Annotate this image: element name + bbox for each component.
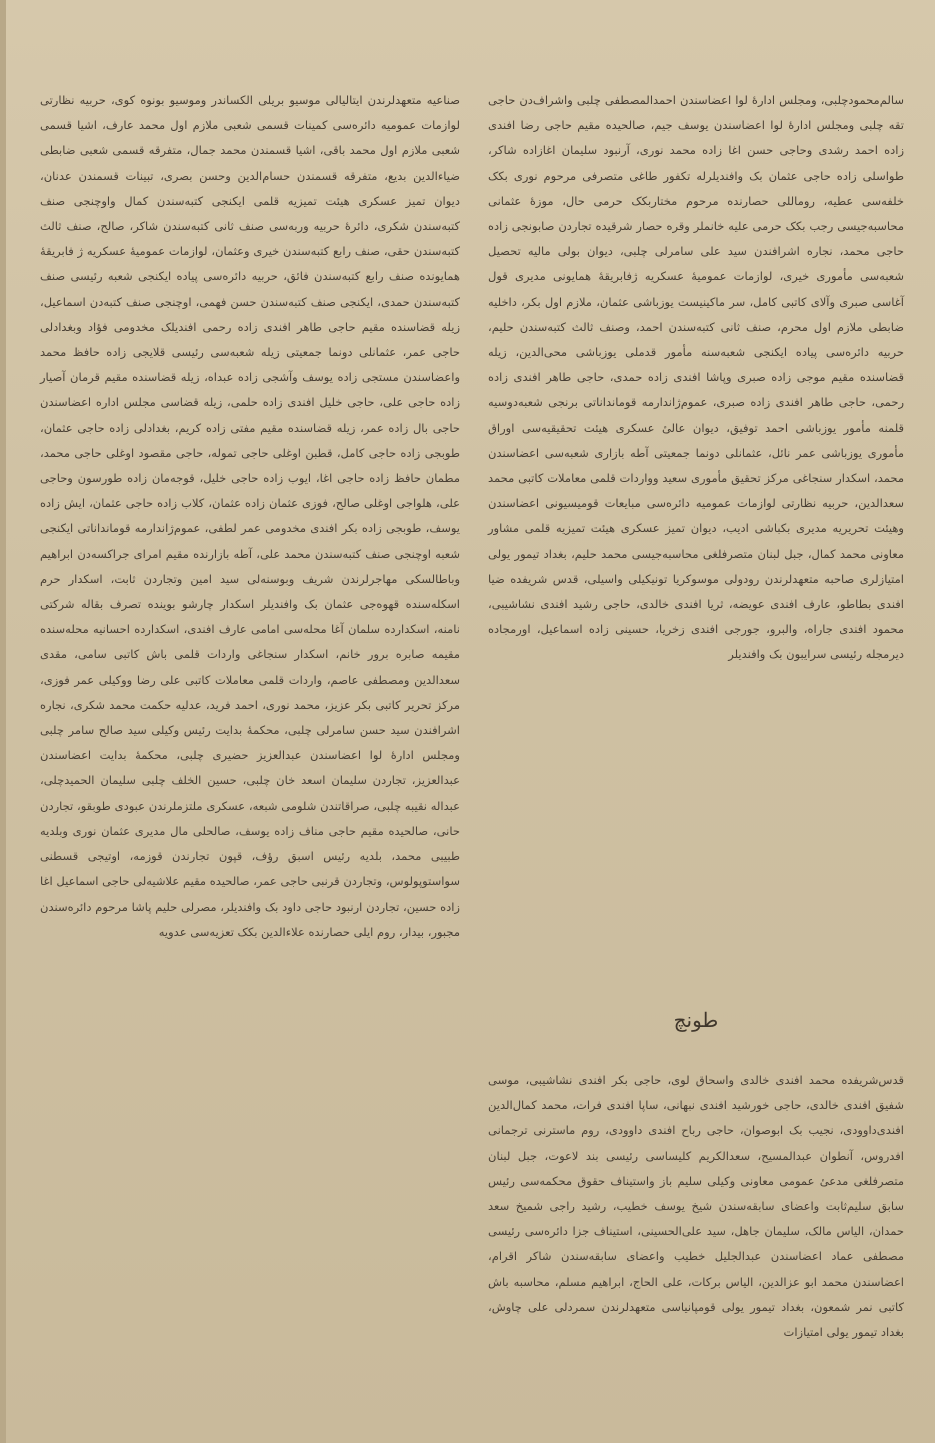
right-column-paragraph-2: قدس‌شریفده محمد افندی خالدی واسحاق لوی، حاجی بکر افندی نشاشیبی، موسی شفیق افندی خالدی، حاجی خورشید افندی نبهانی، ساپا افندی فرات، محمد کمال‌الدین افندی‌داوودی، نجیب بک ابوصوان، حاجی رباح افندی داوودی، روم ماسترنی ترجمانی افدروس، آنطوان عبدالمسیح، سعدالکریم کلیساسی رئیسی بند لاعوت، جبل لبنان متصرفلغی مدعیٔ عمومی معاونی وکیلی سلیم باز واستیناف حقوق محکمه‌سی رئیس سابق سلیم‌ثابت واعضای سابقه‌سندن شیخ یوسف خطیب، رشید راجی شمیخ سعد حمدان، الیاس مالک، سلیمان جاهل، سید علی‌الحسینی، استیناف جزا دائره‌سی رئیسی مصطفی عماد اعضاسندن عبدالجلیل خطیب واعضای سابقه‌سندن شاکر اقرام، اعضاسندن محمد ابو عزالدین، الیاس برکات، علی الحاج، ابراهیم مسلم، محاسبه باش کاتبی نمر شمعون، بغداد تیمور یولی قومپانیاسی متعهدلرندن سمردلی علی چاوش، بغداد تیمور یولی امتیازات	[488, 1073, 904, 1340]
left-column-paragraph-1: صناعیه متعهدلرندن ایتالیالی موسیو بریلی الکساندر وموسیو بونوه کوی، حربیه نظارتی لوازمات عمومیه دائره‌سی کمینات قسمی شعبی ملازم اول محمد عارف، اشیا قسمی شعبی ملازم اول محمد باقی، اشیا قسمندن محمد جمال، متفرقه قسمی شعبی ضابطی ضیاءالدین بدیع، متفرقه قسمندن حسام‌الدین وحسن بصری، تبینات قسمندن عدنان، دیوان تمیز عسکری هیئت تمیزیه قلمی ایکنجی کتبه‌سندن کمال واوچنجی صنف کتبه‌سندن شکری، دائرهٔ حربیه وربه‌سی صنف ثانی کتبه‌سندن شاکر، صالح، صنف ثالث کتبه‌سندن حقی، صنف رابع کتبه‌سندن خیری وعثمان، لوازمات عمومیهٔ عسکریه ژ فابریقهٔ همایونده صنف رابع کتبه‌سندن فائق، حربیه دائره‌سی پیاده ایکنجی شعبه رئیسی صنف کتبه‌سندن حمدی، ایکنجی صنف کتبه‌سندن حسن فهمی، اوچنجی صنف کتبه‌دن اسماعیل، زیله قضاسنده مقیم حاجی طاهر افندی زاده رحمی افندیلک مخدومی فؤاد وبغدادلی حاجی عمر، عثمانلی دونما جمعیتی زیله شعبه‌سی رئیسی قلایجی زاده حافظ محمد واعضاسندن مستجی زاده یوسف وآشجی زاده عبداه، زیله قضاسنده مقیم قرمان آصیار زاده حاجی علی، حاجی خلیل افندی زاده حلمی، زیله قضاسی مجلس اداره اعضاسندن حاجی بال زاده عمر، زیله قضاسنده مقیم مفتی زاده کریم، بغدادلی زاده حاجی عثمان، طوبجی زاده حاجی کامل، قطبن اوغلی حاجی تموله، حاجی مقصود اوغلی حاجی محمد، مطمان حافظ زاده حاجی اغا، ایوب زاده حاجی خلیل، قوجه‌مان زاده طورسون وحاجی علی، هلواجی اوغلی صالح، فوزی عثمان زاده عثمان، کلاب زاده حاجی عثمان، ایش زاده یوسف، طوبجی زاده بکر افندی مخدومی عمر لطفی، عموم‌ژاندارمه قومانداناتی ایکنجی شعبه اوچنجی صنف کتبه‌سندن محمد علی، آطه بازارنده مقیم امرای جراکسه‌دن ابراهیم وباطالسکی مهاجرلرندن شریف وبوسنه‌لی سید امین وتجاردن ثابت، اسکدار حرم اسکله‌سنده قهوه‌جی عثمان بک وافندیلر اسکدار چارشو بوینده تصرف بقاله شرکتی نامنه، اسکدارده سلمان آغا محله‌سی امامی عارف افندی، اسکدارده احسانیه محله‌سنده مقیمه صابره برور خانم، اسکدار سنجاغی واردات قلمی باش کاتبی سامی، مقدی سعدالدین ومصطفی عاصم، واردات قلمی معاملات کاتبی علی رضا ووکیلی عمر فوزی، مرکز تحریر کاتبی بکر عزیز، محمد نوری، احمد فرید، عدلیه حکمت محمد شکری، نجاره اشرافندن سید حسن سامرلی چلبی، محکمهٔ بدایت رئیس وکیلی سید صالح سامر چلبی ومجلس ادارهٔ لوا اعضاسندن عبدالعزیز حضیری چلبی، محکمهٔ بدایت اعضاسندن عبدالعزیز، تجاردن سلیمان اسعد خان چلبی، حسین الخلف چلبی سلیمان الحمیدچلی، عبداله نقیبه چلبی، صراقاتندن شلومی شبعه، عسکری ملتزملرندن عبودی طوبقو، تجاردن حانی، صالحیده مقیم حاجی مناف زاده یوسف، صالحلی مال مدیری عثمان نوری وبلدیه طبیبی محمد، بلدیه رئیس اسبق رؤف، قپون تجارندن قوزمه، اوتیجی قسطنی سواستوپولوس، وتجاردن قرنبی حاجی عمر، صالحیده مقیم علاشیه‌لی حاجی اسماعیل اغا زاده حسین، تجاردن ارنبود حاجی داود بک وافندیلر، مصرلی حلیم پاشا مرحوم دائره‌سندن مجبور، بیدار، روم ایلی حصارنده علاءالدین بکک تعزیه‌سی عدویه	[40, 93, 460, 939]
right-column-upper-text	[488, 88, 904, 668]
left-column-text	[40, 88, 460, 945]
right-column-lower-text	[488, 1068, 904, 1345]
section-heading: طونچ	[673, 1008, 719, 1032]
right-column-paragraph-1: سالم‌محمودچلبی، ومجلس ادارهٔ لوا اعضاسندن احمدالمصطفی چلبی واشراف‌دن حاجی تقه چلبی ومجلس ادارهٔ لوا اعضاسندن یوسف جیم، صالحیده مقیم حاجی رضا افندی زاده احمد رشدی وحاجی حسن اغا زاده محمد نوری، آرنبود سلیمان اغازاده شاکر، طواسلی زاده حاجی عثمان بک وافندیلرله تکفور طاغی متصرفی مرحوم نوری بکک خلفه‌سی عطیه، روماللی حصارنده مرحوم مختاربکک حرمی حال، موزهٔ عثمانی محاسبه‌جیسی رجب بکک حرمی علیه خانملر وقره حصار شرقیده تجاردن صابونجی زاده حاجی محمد، نجاره اشرافندن سید علی سامرلی چلبی، دیوان بولی مالیه تحصیل شعبه‌سی مأموری خیری، لوازمات عمومیهٔ عسکریه ژفابریقهٔ همایونی مدیری قول آغاسی صبری وآلای کاتبی کامل، سر ماکینیست یوزباشی عثمان، ملازم اول بکر، داخلیه ضابطی ملازم اول محرم، صنف ثانی کتبه‌سندن احمد، وصنف ثالث کتبه‌سندن حلیم، حربیه دائره‌سی پیاده ایکنجی شعبه‌سنه مأمور قدملی یوزباشی محی‌الدین، زیله قضاسنده مقیم موجی زاده صبری وپاشا افندی زاده حمدی، حاجی طاهر افندی زاده رحمی، حاجی طاهر افندی زاده صبری، عموم‌ژاندارمه قومانداناتی برنجی شعبه‌دوسیه قلمنه مأمور یوزباشی احمد توفیق، دیوان عالیٔ عسکری هیئت تحقیقیه‌سی اوراق مأموری یوزباشی عمر نائل، عثمانلی دونما جمعیتی آطه بازاری شعبه‌سی اعضاسندن محمد، اسکدار سنجاغی مرکز تحقیق مأموری سعید وواردات قلمی معاملات کاتبی محمد سعدالدین، حربیه نظارتی لوازمات عمومیه دائره‌سی مبایعات قومیسیونی اعضاسندن وهیئت تحریریه مدیری بکباشی ادیب، دیوان تمیز عسکری هیئت تمیزیه قلمی مشاور معاونی محمد کمال، جبل لبنان متصرفلغی محاسبه‌جیسی محمد حلیم، بغداد تیمور یولی امتیازلری صاحبه متعهدلرندن رودولی موسوکریا تونیکیلی واسیلی، قدس شریفده ضیا افندی بطاطو، عارف افندی عویضه، ثریا افندی خالدی، حاجی رشید افندی نشاشیبی، محمود افندی جاراه، والبرو، جورجی افندی زخریا، حسینی زاده اسماعیل، اورمجاده دیرمجله رئیسی سرایبون بک وافندیلر	[488, 93, 904, 662]
page-edge-shadow	[0, 0, 6, 1443]
